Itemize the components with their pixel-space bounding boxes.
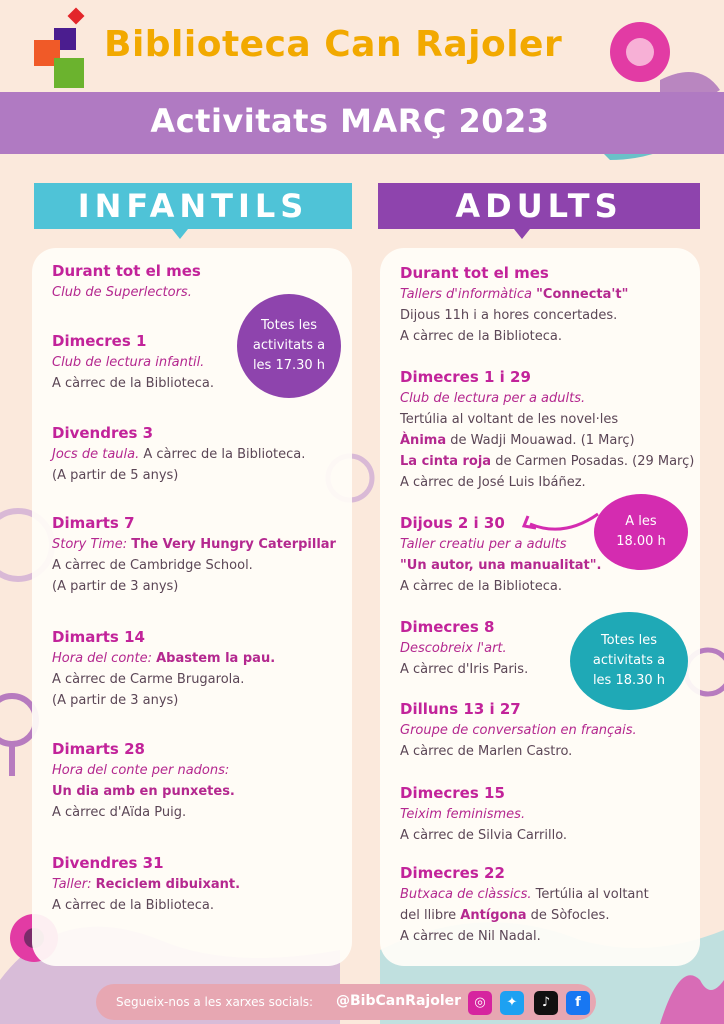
event-text: Jocs de taula. xyxy=(52,447,140,462)
adults-event xyxy=(400,262,628,347)
adults-event xyxy=(400,698,637,762)
event-text: Reciclem dibuixant. xyxy=(95,877,241,892)
event-text: A càrrec de José Luis Ibáñez. xyxy=(400,475,586,490)
event-text: Tallers d'informàtica xyxy=(400,287,537,302)
event-text: Taller: xyxy=(52,877,96,892)
tab-infantils: INFANTILS xyxy=(34,183,352,229)
infantils-event xyxy=(52,422,305,486)
facebook-icon[interactable]: f xyxy=(566,991,590,1015)
event-text: A càrrec de Silvia Carrillo. xyxy=(400,828,568,843)
event-details xyxy=(400,884,649,947)
event-text: Taller creatiu per a adults xyxy=(400,537,567,552)
tiktok-icon[interactable]: ♪ xyxy=(534,991,558,1015)
infantils-event xyxy=(52,626,275,711)
event-text: Abastem la pau. xyxy=(156,651,276,666)
curved-arrow-icon xyxy=(514,500,604,540)
event-text: The Very Hungry Caterpillar xyxy=(131,537,336,552)
event-text: "Connecta't" xyxy=(536,287,629,302)
banner-title: Activitats MARÇ 2023 xyxy=(150,102,550,140)
bubble-line: Totes les xyxy=(600,633,658,648)
bubble-line: activitats a xyxy=(252,338,326,353)
adults-card xyxy=(380,248,700,966)
event-text: Club de lectura per a adults. xyxy=(400,391,586,406)
event-text: La cinta roja xyxy=(400,454,492,469)
event-text: A càrrec de la Biblioteca. xyxy=(52,898,214,913)
event-text: Groupe de conversation en français. xyxy=(400,723,637,738)
event-date: Dimarts 28 xyxy=(52,740,145,758)
event-text: A càrrec de la Biblioteca. xyxy=(400,329,562,344)
event-text: Antígona xyxy=(460,908,527,923)
event-text: "Un autor, una manualitat". xyxy=(400,558,602,573)
social-handle[interactable]: @BibCanRajoler xyxy=(336,993,462,1009)
event-text: Descobreix l'art. xyxy=(400,641,507,656)
event-details xyxy=(400,534,601,597)
infantils-event xyxy=(52,512,336,597)
event-details xyxy=(52,648,275,711)
event-details xyxy=(400,284,628,347)
event-text: Teixim feminismes. xyxy=(400,807,526,822)
event-text: del llibre xyxy=(400,908,461,923)
event-text: A càrrec de la Biblioteca. xyxy=(52,376,214,391)
bubble-line: 18.00 h xyxy=(616,534,666,549)
event-text: de Wadji Mouawad. (1 Març) xyxy=(446,433,635,448)
event-date: Dimarts 7 xyxy=(52,514,135,532)
event-date: Dimecres 22 xyxy=(400,864,505,882)
bubble-line: activitats a xyxy=(592,653,666,668)
event-text: A càrrec de la Biblioteca. xyxy=(139,447,306,462)
event-date: Divendres 3 xyxy=(52,424,154,442)
infantils-time-bubble xyxy=(237,294,341,398)
event-date: Dimarts 14 xyxy=(52,628,145,646)
event-text: A càrrec d'Aïda Puig. xyxy=(52,805,187,820)
event-details xyxy=(400,720,637,762)
event-date: Dimecres 1 xyxy=(52,332,147,350)
adults-event xyxy=(400,366,694,493)
infantils-event xyxy=(52,852,240,916)
infantils-event xyxy=(52,260,201,303)
adults-time-bubble-teal xyxy=(570,612,688,710)
infantils-event xyxy=(52,738,235,823)
event-text: Un dia amb en punxetes. xyxy=(52,784,235,799)
event-date: Durant tot el mes xyxy=(52,262,201,280)
twitter-icon[interactable]: ✦ xyxy=(500,991,524,1015)
event-details xyxy=(52,534,336,597)
event-text: A càrrec d'Iris Paris. xyxy=(400,662,529,677)
event-details xyxy=(400,388,694,493)
adults-event xyxy=(400,862,649,947)
follow-text: Segueix-nos a les xarxes socials: xyxy=(116,995,314,1009)
event-details xyxy=(52,760,235,823)
event-text: Butxaca de clàssics. xyxy=(400,887,532,902)
event-text: (A partir de 3 anys) xyxy=(52,693,179,708)
event-details xyxy=(52,282,201,303)
bubble-line: les 17.30 h xyxy=(252,358,326,373)
bubble-line: Totes les xyxy=(260,318,318,333)
instagram-icon[interactable]: ◎ xyxy=(468,991,492,1015)
tab-adults: ADULTS xyxy=(378,183,700,229)
event-text: A càrrec de la Biblioteca. xyxy=(400,579,562,594)
event-text: A càrrec de Marlen Castro. xyxy=(400,744,573,759)
event-date: Durant tot el mes xyxy=(400,264,549,282)
event-text: A càrrec de Nil Nadal. xyxy=(400,929,541,944)
event-date: Dimecres 15 xyxy=(400,784,505,802)
event-details xyxy=(400,804,567,846)
event-date: Dijous 2 i 30 xyxy=(400,514,505,532)
tab-adults-pointer xyxy=(514,229,530,239)
event-details xyxy=(52,352,214,394)
event-text: de Sòfocles. xyxy=(526,908,610,923)
adults-event xyxy=(400,616,528,680)
event-text: Hora del conte: xyxy=(52,651,157,666)
tab-infantils-pointer xyxy=(172,229,188,239)
event-date: Dimecres 1 i 29 xyxy=(400,368,531,386)
event-date: Dilluns 13 i 27 xyxy=(400,700,521,718)
event-text: Dijous 11h i a hores concertades. xyxy=(400,308,618,323)
event-text: (A partir de 3 anys) xyxy=(52,579,179,594)
event-text: Tertúlia al voltant de les novel·les xyxy=(400,412,619,427)
bubble-line: A les xyxy=(625,514,657,529)
event-date: Divendres 31 xyxy=(52,854,164,872)
event-text: A càrrec de Carme Brugarola. xyxy=(52,672,245,687)
event-text: Hora del conte per nadons: xyxy=(52,763,230,778)
event-text: Ànima xyxy=(400,433,447,448)
event-details xyxy=(52,444,305,486)
event-details xyxy=(400,638,528,680)
adults-event xyxy=(400,782,567,846)
bubble-line: les 18.30 h xyxy=(592,673,666,688)
infantils-event xyxy=(52,330,214,394)
event-date: Dimecres 8 xyxy=(400,618,495,636)
adults-time-bubble-pink xyxy=(594,494,688,570)
event-text: A càrrec de Cambridge School. xyxy=(52,558,253,573)
event-text: Club de lectura infantil. xyxy=(52,355,205,370)
library-logo xyxy=(34,8,90,90)
event-details xyxy=(52,874,240,916)
event-text: Club de Superlectors. xyxy=(52,285,192,300)
event-text: (A partir de 5 anys) xyxy=(52,468,179,483)
event-text: Story Time: xyxy=(52,537,132,552)
library-name: Biblioteca Can Rajoler xyxy=(104,24,563,65)
event-text: Tertúlia al voltant xyxy=(531,887,649,902)
event-text: de Carmen Posadas. (29 Març) xyxy=(491,454,695,469)
